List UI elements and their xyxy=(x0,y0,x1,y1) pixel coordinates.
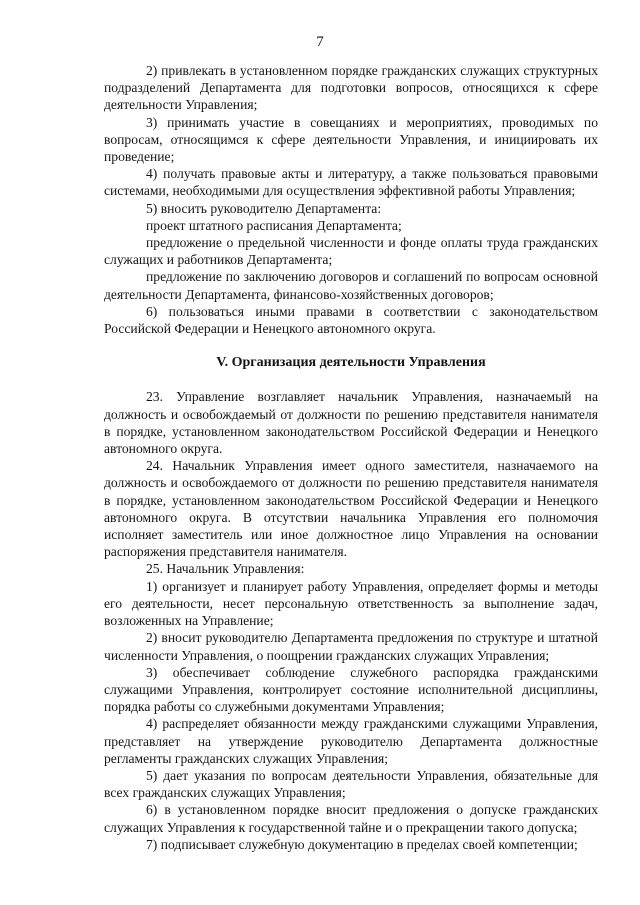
paragraph: 6) пользоваться иными правами в соответствии с законодательством Российской Федерации и Ненецкого автономного округа. xyxy=(104,303,598,337)
paragraph: 6) в установленном порядке вносит предложения о допуске гражданских служащих Управления к государственной тайне и о прекращении такого допуска; xyxy=(104,802,598,835)
document-body xyxy=(104,62,598,853)
section-heading: V. Организация деятельности Управления xyxy=(216,355,486,371)
paragraph: 3) принимать участие в совещаниях и мероприятиях, проводимых по вопросам, относящимся к сфере деятельности Управления, и инициировать их проведение; xyxy=(104,114,598,165)
page-number: 7 xyxy=(316,34,324,50)
paragraph: 3) обеспечивает соблюдение служебного распорядка гражданскими служащими Управления, контролирует состояние исполнительной дисциплины, порядка работы со служебными документами Управления; xyxy=(104,664,598,715)
paragraph: предложение о предельной численности и фонде оплаты труда гражданских служащих и работников Департамента; xyxy=(104,235,598,268)
paragraph: предложение по заключению договоров и соглашений по вопросам основной деятельности Департамента, финансово-хозяйственных договоров; xyxy=(104,269,598,302)
paragraph: проект штатного расписания Департамента; xyxy=(146,217,402,233)
organization-section xyxy=(104,388,598,852)
paragraph: 2) привлекать в установленном порядке гражданских служащих структурных подразделений Департамента для подготовки вопросов, относящихся к сфере деятельности Управления; xyxy=(104,63,598,113)
paragraph: 5) вносить руководителю Департамента: xyxy=(146,200,382,216)
paragraph: 2) вносит руководителю Департамента предложения по структуре и штатной численности Управления, о поощрении гражданских служащих Управления; xyxy=(104,630,598,663)
paragraph: 25. Начальник Управления: xyxy=(146,561,305,577)
paragraph: 4) получать правовые акты и литературу, а также пользоваться правовыми системами, необходимыми для осуществления эффективной работы Управления; xyxy=(104,166,598,199)
paragraph: 7) подписывает служебную документацию в пределах своей компетенции; xyxy=(146,836,578,852)
paragraph: 4) распределяет обязанности между гражданскими служащими Управления, представляет на утверждение руководителю Департамента должностные регламенты гражданских служащих Управления; xyxy=(104,716,598,766)
paragraph: 5) дает указания по вопросам деятельности Управления, обязательные для всех гражданских служащих Управления; xyxy=(104,767,598,801)
rights-list xyxy=(104,62,598,337)
paragraph: 1) организует и планирует работу Управления, определяет формы и методы его деятельности, несет персональную ответственность за выполнение задач, возложенных на Управление; xyxy=(104,578,598,629)
paragraph: 23. Управление возглавляет начальник Управления, назначаемый на должность и освобождаемый от должности по решению представителя нанимателя в порядке, установленном законодательством Российской Федерации и Ненецкого автономного округа. xyxy=(104,389,598,457)
paragraph: 24. Начальник Управления имеет одного заместителя, назначаемого на должность и освобождаемого от должности по решению представителя нанимателя в порядке, установленном законодательством Российской Федерации и Ненецкого автономного округа. В отсутствии начальника Управления его полномочия исполняет заместитель или иное должностное лицо Управления на основании распоряжения представителя нанимателя. xyxy=(104,458,598,560)
